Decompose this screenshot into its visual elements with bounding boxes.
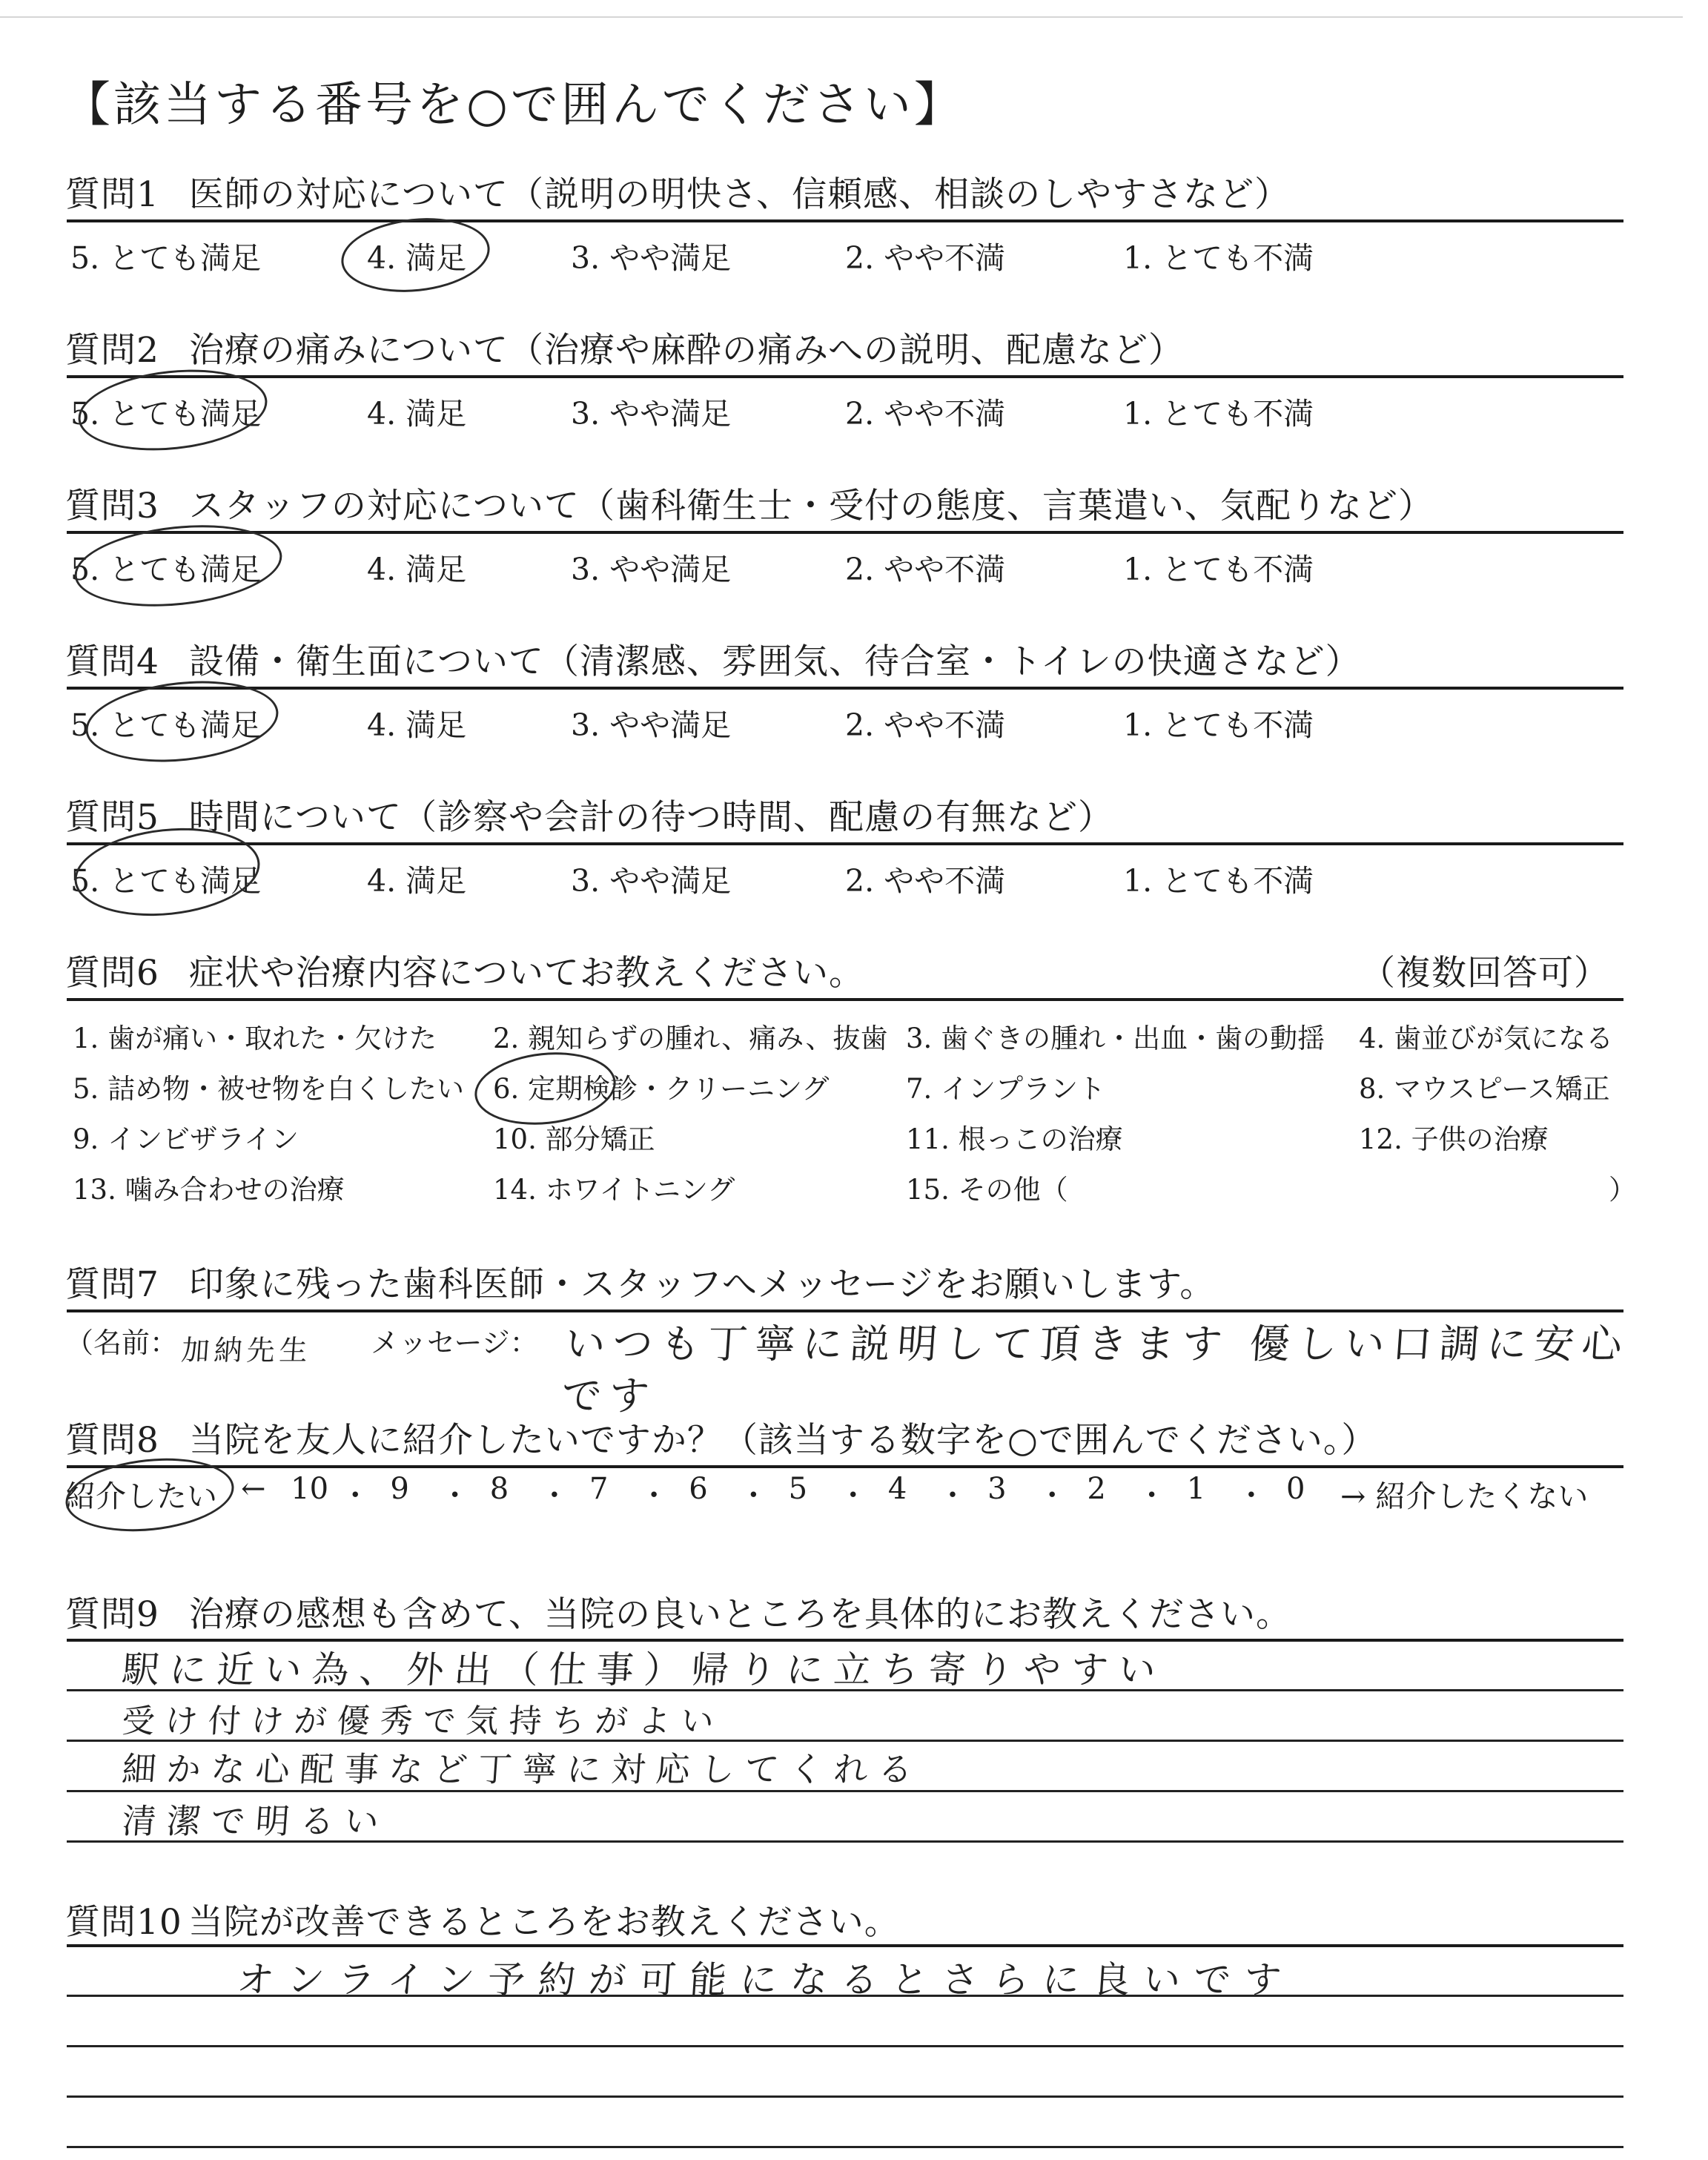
question-6-number: 質問6 bbox=[65, 953, 159, 994]
q3-option-4[interactable]: 4. 満足 bbox=[367, 552, 467, 587]
q6-option-8[interactable]: 8. マウスピース矯正 bbox=[1359, 1073, 1610, 1105]
q1-option-3[interactable]: 3. やや満足 bbox=[571, 240, 732, 276]
q6-option-10[interactable]: 10. 部分矯正 bbox=[493, 1123, 655, 1155]
q3-option-2[interactable]: 2. やや不満 bbox=[845, 552, 1006, 587]
scale-separator: ・ bbox=[440, 1479, 470, 1513]
scale-separator: ・ bbox=[938, 1479, 967, 1513]
q6-option-15-close: ） bbox=[1609, 1174, 1636, 1206]
q6-option-7[interactable]: 7. インプラント bbox=[906, 1073, 1106, 1105]
question-8-title bbox=[65, 1413, 1377, 1462]
q7-name-label: （名前： bbox=[65, 1327, 179, 1359]
scale-separator: ・ bbox=[1136, 1479, 1167, 1513]
question-5-title bbox=[65, 790, 1113, 839]
scale-value-5[interactable]: 5 bbox=[788, 1472, 808, 1506]
question-2-title bbox=[65, 323, 1184, 372]
scale-value-8[interactable]: 8 bbox=[489, 1472, 509, 1506]
question-4-text: 設備・衛生面について（清潔感、雰囲気、待合室・トイレの快適さなど） bbox=[188, 641, 1361, 682]
q4-option-2[interactable]: 2. やや不満 bbox=[845, 707, 1006, 743]
question-3-title bbox=[65, 478, 1434, 528]
question-3-rule bbox=[67, 531, 1623, 534]
scale-value-10[interactable]: 10 bbox=[291, 1472, 329, 1506]
scale-value-4[interactable]: 4 bbox=[887, 1472, 907, 1506]
scale-value-2[interactable]: 2 bbox=[1087, 1472, 1106, 1506]
q8-left-label[interactable]: 紹介したい bbox=[65, 1479, 217, 1514]
q4-option-4[interactable]: 4. 満足 bbox=[367, 707, 467, 743]
q2-option-3[interactable]: 3. やや満足 bbox=[571, 396, 732, 432]
q6-option-13[interactable]: 13. 噛み合わせの治療 bbox=[73, 1174, 345, 1206]
scale-separator: ・ bbox=[838, 1479, 868, 1513]
q6-option-9[interactable]: 9. インビザライン bbox=[73, 1123, 299, 1155]
question-9-text: 治療の感想も含めて、当院の良いところを具体的にお教えください。 bbox=[188, 1594, 1291, 1635]
scale-separator: ・ bbox=[340, 1479, 371, 1513]
question-3-text: スタッフの対応について（歯科衛生士・受付の態度、言葉遣い、気配りなど） bbox=[188, 486, 1434, 526]
q10-answer-line bbox=[67, 2045, 1623, 2047]
question-8-rule bbox=[67, 1465, 1623, 1468]
question-4-rule bbox=[67, 687, 1623, 690]
q3-option-5[interactable]: 5. とても満足 bbox=[70, 552, 262, 587]
question-6-rule bbox=[67, 998, 1623, 1001]
q7-name-handwriting[interactable]: 加納先生 bbox=[180, 1334, 314, 1367]
question-10-title bbox=[65, 1895, 900, 1944]
scale-value-1[interactable]: 1 bbox=[1186, 1472, 1206, 1506]
q4-option-5[interactable]: 5. とても満足 bbox=[70, 707, 262, 743]
q2-option-4[interactable]: 4. 満足 bbox=[367, 396, 467, 432]
q2-option-2[interactable]: 2. やや不満 bbox=[845, 396, 1006, 432]
q9-answer-2[interactable]: 受け付けが優秀で気持ちがよい bbox=[120, 1702, 726, 1740]
question-2-text: 治療の痛みについて（治療や麻酔の痛みへの説明、配慮など） bbox=[188, 330, 1185, 371]
q6-option-5[interactable]: 5. 詰め物・被せ物を白くしたい bbox=[73, 1073, 465, 1105]
q10-answer-line bbox=[67, 2095, 1623, 2098]
q5-option-4[interactable]: 4. 満足 bbox=[367, 863, 467, 899]
question-7-text: 印象に残った歯科医師・スタッフへメッセージをお願いします。 bbox=[188, 1264, 1216, 1305]
q8-selection-circle bbox=[62, 1450, 238, 1539]
q1-option-5[interactable]: 5. とても満足 bbox=[70, 240, 262, 276]
scale-value-9[interactable]: 9 bbox=[390, 1472, 409, 1506]
q5-option-1[interactable]: 1. とても不満 bbox=[1123, 863, 1314, 899]
q6-option-6[interactable]: 6. 定期検診・クリーニング bbox=[493, 1073, 830, 1105]
question-6-text: 症状や治療内容についてお教えください。 bbox=[188, 953, 864, 994]
scale-separator: ・ bbox=[1236, 1479, 1266, 1513]
q4-option-3[interactable]: 3. やや満足 bbox=[571, 707, 732, 743]
question-10-text: 当院が改善できるところをお教えください。 bbox=[188, 1902, 900, 1943]
question-8-number: 質問8 bbox=[65, 1420, 159, 1461]
q9-answer-4[interactable]: 清潔で明るい bbox=[120, 1801, 391, 1841]
q1-option-4[interactable]: 4. 満足 bbox=[367, 240, 467, 276]
q3-option-3[interactable]: 3. やや満足 bbox=[571, 552, 732, 587]
q6-option-2[interactable]: 2. 親知らずの腫れ、痛み、抜歯 bbox=[493, 1023, 888, 1054]
q6-option-3[interactable]: 3. 歯ぐきの腫れ・出血・歯の動揺 bbox=[906, 1023, 1325, 1054]
scale-value-3[interactable]: 3 bbox=[987, 1472, 1007, 1506]
q6-option-1[interactable]: 1. 歯が痛い・取れた・欠けた bbox=[73, 1023, 437, 1054]
q9-answer-3[interactable]: 細かな心配事など丁寧に対応してくれる bbox=[120, 1749, 924, 1789]
question-2-rule bbox=[67, 375, 1623, 378]
question-5-number: 質問5 bbox=[65, 797, 159, 838]
q6-option-11[interactable]: 11. 根っこの治療 bbox=[906, 1123, 1123, 1155]
q3-option-1[interactable]: 1. とても不満 bbox=[1123, 552, 1314, 587]
question-5-text: 時間について（診察や会計の待つ時間、配慮の有無など） bbox=[188, 797, 1113, 838]
form-header: 【該当する番号を○で囲んでください】 bbox=[63, 78, 964, 133]
scale-value-6[interactable]: 6 bbox=[689, 1472, 708, 1506]
scale-value-0[interactable]: 0 bbox=[1286, 1472, 1305, 1506]
scale-separator: ・ bbox=[1037, 1479, 1068, 1513]
question-7-rule bbox=[67, 1309, 1623, 1312]
question-1-text: 医師の対応について（説明の明快さ、信頼感、相談のしやすさなど） bbox=[188, 174, 1291, 215]
question-8-text: 当院を友人に紹介したいですか？（該当する数字を○で囲んでください。） bbox=[188, 1420, 1377, 1461]
q6-option-4[interactable]: 4. 歯並びが気になる bbox=[1359, 1023, 1614, 1054]
scale-separator: ・ bbox=[539, 1479, 569, 1513]
q1-option-2[interactable]: 2. やや不満 bbox=[845, 240, 1006, 276]
q1-selection-circle bbox=[337, 211, 493, 299]
question-7-title bbox=[65, 1257, 1215, 1307]
scale-separator: ・ bbox=[639, 1479, 669, 1513]
q7-message-handwriting[interactable]: いつも丁寧に説明して頂きます 優しい口調に安心です bbox=[560, 1321, 1631, 1419]
q5-option-5[interactable]: 5. とても満足 bbox=[70, 863, 262, 899]
q8-right-label[interactable]: → 紹介したくない bbox=[1340, 1479, 1589, 1514]
q9-answer-1[interactable]: 駅に近い為、外出（仕事）帰りに立ち寄りやすい bbox=[120, 1648, 1168, 1691]
q10-answer-1[interactable]: オンライン予約が可能になるとさらに良いです bbox=[235, 1958, 1297, 2001]
question-6-note: （複数回答可） bbox=[1360, 953, 1609, 994]
q4-option-1[interactable]: 1. とても不満 bbox=[1123, 707, 1314, 743]
top-edge bbox=[0, 16, 1683, 18]
question-10-number: 質問10 bbox=[65, 1902, 182, 1943]
q7-message-label: メッセージ： bbox=[371, 1327, 538, 1359]
question-4-number: 質問4 bbox=[65, 641, 159, 682]
question-7-number: 質問7 bbox=[65, 1264, 159, 1305]
scale-separator: ・ bbox=[738, 1479, 769, 1513]
question-4-title bbox=[65, 634, 1361, 684]
question-9-number: 質問9 bbox=[65, 1594, 159, 1635]
q6-option-12[interactable]: 12. 子供の治療 bbox=[1359, 1123, 1549, 1155]
q6-option-15[interactable]: 15. その他（ bbox=[906, 1174, 1068, 1206]
q2-option-1[interactable]: 1. とても不満 bbox=[1123, 396, 1314, 432]
q2-option-5[interactable]: 5. とても満足 bbox=[70, 396, 262, 432]
question-6-title bbox=[65, 945, 864, 995]
scale-arrow: ← bbox=[241, 1472, 266, 1506]
question-1-rule bbox=[67, 219, 1623, 222]
question-9-title bbox=[65, 1587, 1291, 1636]
q1-option-1[interactable]: 1. とても不満 bbox=[1123, 240, 1314, 276]
q6-option-14[interactable]: 14. ホワイトニング bbox=[493, 1174, 735, 1206]
question-1-title bbox=[65, 167, 1290, 217]
question-1-number: 質問1 bbox=[65, 174, 159, 215]
question-5-rule bbox=[67, 842, 1623, 845]
q5-option-2[interactable]: 2. やや不満 bbox=[845, 863, 1006, 899]
question-3-number: 質問3 bbox=[65, 486, 159, 526]
q10-answer-line bbox=[67, 2146, 1623, 2148]
scale-value-7[interactable]: 7 bbox=[589, 1472, 609, 1506]
question-2-number: 質問2 bbox=[65, 330, 159, 371]
question-10-rule bbox=[67, 1944, 1623, 1947]
q5-option-3[interactable]: 3. やや満足 bbox=[571, 863, 732, 899]
